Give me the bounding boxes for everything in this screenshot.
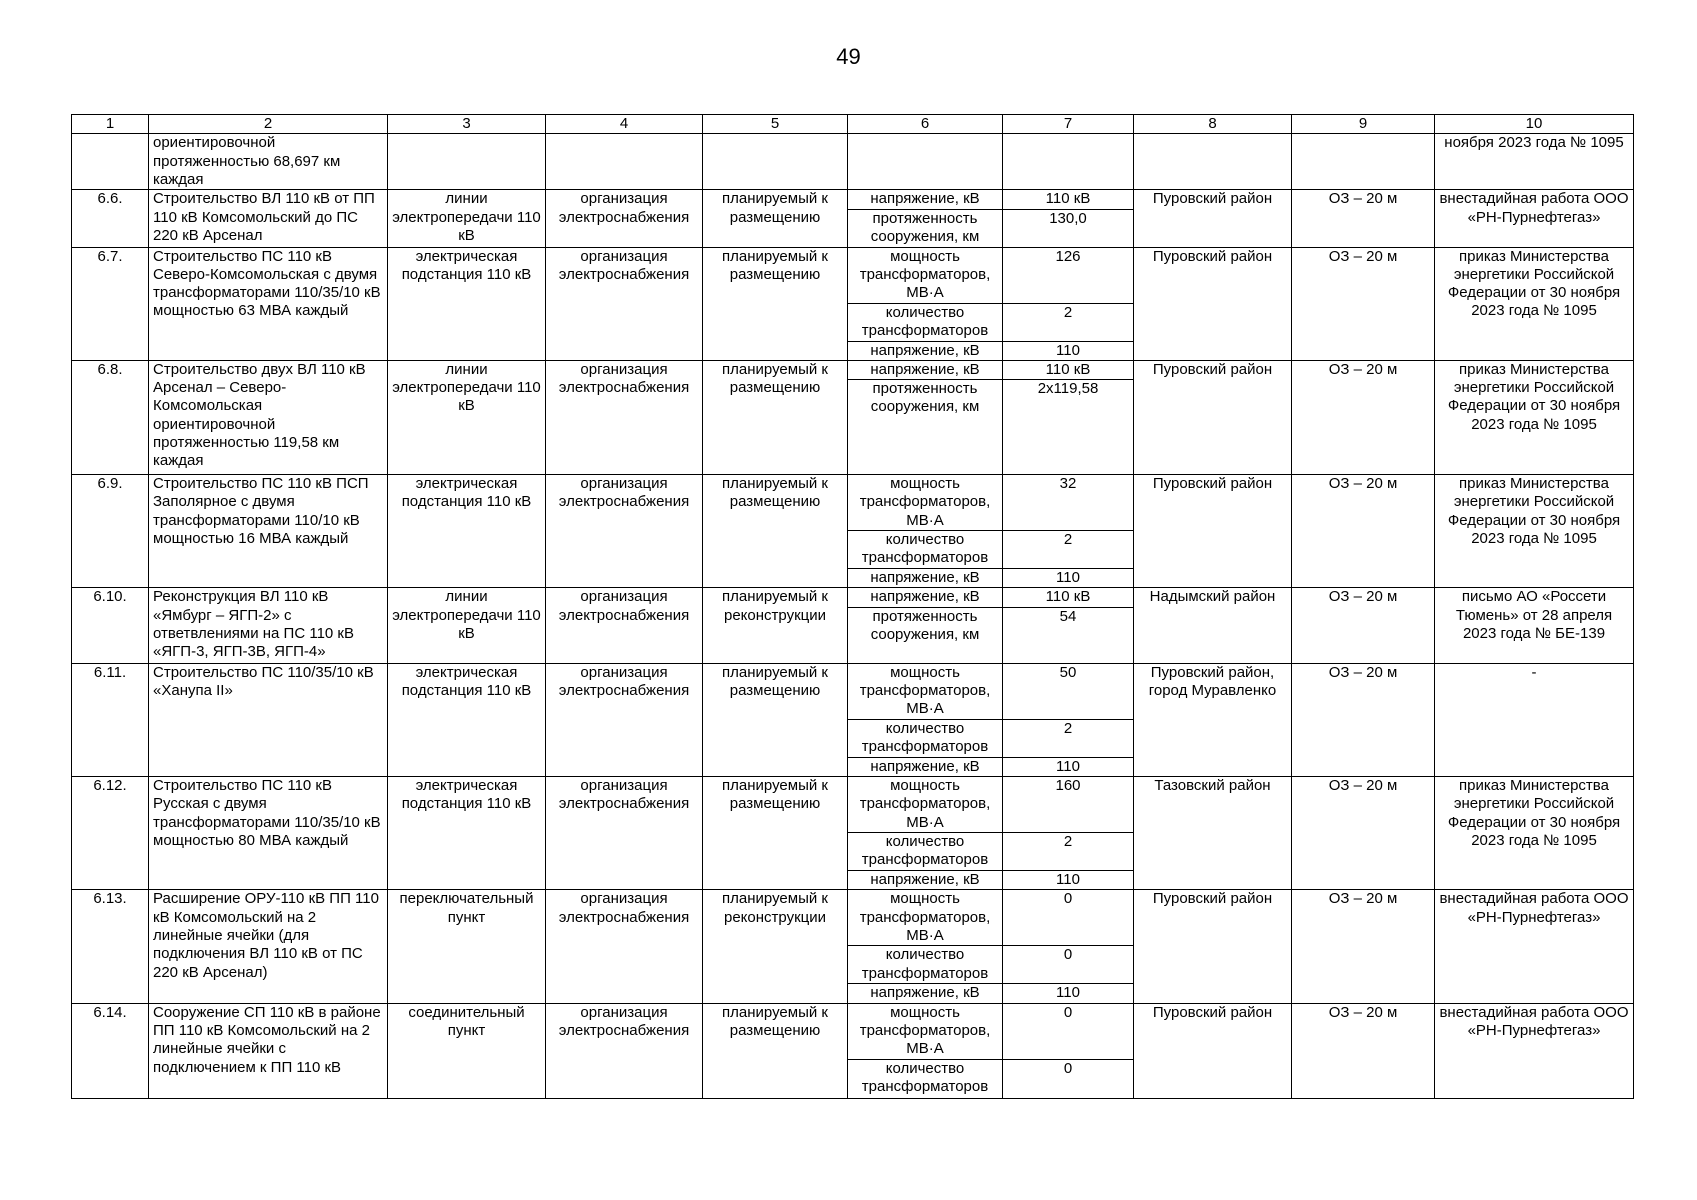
item-number: 6.12. [72,777,149,890]
object-status: планируемый к реконструкции [703,890,848,1003]
object-name: Строительство ПС 110 кВ ПСП Заполярное с двумя трансформаторами 110/10 кВ мощностью 16 МВА каждый [149,475,388,588]
param-value: 110 [1003,984,1134,1003]
param-value: 126 [1003,247,1134,303]
param-value: 110 кВ [1003,360,1134,379]
zone: ОЗ – 20 м [1292,360,1435,474]
location: Пуровский район [1134,247,1292,360]
object-status: планируемый к размещению [703,247,848,360]
param-value: 2 [1003,719,1134,757]
zone: ОЗ – 20 м [1292,1003,1435,1098]
param-label: количество трансформаторов [848,303,1003,341]
empty-cell [1292,134,1435,190]
object-purpose: организация электроснабжения [546,475,703,588]
object-purpose: организация электроснабжения [546,890,703,1003]
object-purpose: организация электроснабжения [546,588,703,663]
param-label: напряжение, кВ [848,190,1003,209]
header-cell: 6 [848,115,1003,134]
param-value: 2 [1003,303,1134,341]
table-row [72,588,1634,607]
param-label: мощность трансформаторов, МВ·А [848,777,1003,833]
object-type: соединительный пункт [388,1003,546,1098]
item-number: 6.6. [72,190,149,247]
table-row [72,1003,1634,1059]
param-label: мощность трансформаторов, МВ·А [848,475,1003,531]
page-number: 49 [836,44,861,69]
empty-cell [72,134,149,190]
object-purpose: организация электроснабжения [546,247,703,360]
basis: приказ Министерства энергетики Российской Федерации от 30 ноября 2023 года № 1095 [1435,360,1634,474]
param-label: протяженность сооружения, км [848,380,1003,475]
param-label: количество трансформаторов [848,531,1003,569]
param-label: протяженность сооружения, км [848,607,1003,663]
object-status: планируемый к размещению [703,190,848,247]
object-purpose: организация электроснабжения [546,360,703,474]
empty-cell [388,134,546,190]
object-type: линии электропередачи 110 кВ [388,190,546,247]
location: Пуровский район [1134,1003,1292,1098]
object-type: электрическая подстанция 110 кВ [388,475,546,588]
table-row [72,360,1634,379]
param-value: 0 [1003,946,1134,984]
column-number-header [72,115,1634,134]
header-cell: 10 [1435,115,1634,134]
param-value: 110 [1003,341,1134,360]
location: Пуровский район [1134,890,1292,1003]
param-value: 110 [1003,871,1134,890]
location: Тазовский район [1134,777,1292,890]
param-value: 130,0 [1003,209,1134,247]
item-number: 6.7. [72,247,149,360]
header-cell: 3 [388,115,546,134]
param-label: количество трансформаторов [848,946,1003,984]
object-type: линии электропередачи 110 кВ [388,588,546,663]
zone: ОЗ – 20 м [1292,890,1435,1003]
header-cell: 2 [149,115,388,134]
object-type: линии электропередачи 110 кВ [388,360,546,474]
param-value: 0 [1003,1059,1134,1098]
basis: внестадийная работа ООО «РН-Пурнефтегаз» [1435,890,1634,1003]
empty-cell [848,134,1003,190]
header-cell: 8 [1134,115,1292,134]
location: Пуровский район [1134,475,1292,588]
object-status: планируемый к реконструкции [703,588,848,663]
param-value: 50 [1003,663,1134,719]
object-type: переключательный пункт [388,890,546,1003]
param-value: 110 [1003,757,1134,776]
header-cell: 1 [72,115,149,134]
param-label: напряжение, кВ [848,984,1003,1003]
object-purpose: организация электроснабжения [546,777,703,890]
table-row [72,663,1634,719]
object-name: Сооружение СП 110 кВ в районе ПП 110 кВ Комсомольский на 2 линейные ячейки с подключением к ПП 110 кВ [149,1003,388,1098]
param-value: 110 кВ [1003,190,1134,209]
basis: приказ Министерства энергетики Российской Федерации от 30 ноября 2023 года № 1095 [1435,475,1634,588]
zone: ОЗ – 20 м [1292,777,1435,890]
location: Надымский район [1134,588,1292,663]
param-label: напряжение, кВ [848,588,1003,607]
location: Пуровский район [1134,360,1292,474]
param-label: напряжение, кВ [848,757,1003,776]
zone: ОЗ – 20 м [1292,663,1435,776]
object-name: Строительство ПС 110 кВ Русская с двумя трансформаторами 110/35/10 кВ мощностью 80 МВА каждый [149,777,388,890]
object-purpose: организация электроснабжения [546,663,703,776]
param-label: мощность трансформаторов, МВ·А [848,247,1003,303]
header-cell: 9 [1292,115,1435,134]
empty-cell [546,134,703,190]
objects-table [71,114,1634,1099]
param-value: 2x119,58 [1003,380,1134,475]
basis: внестадийная работа ООО «РН-Пурнефтегаз» [1435,1003,1634,1098]
table-row [72,190,1634,209]
param-value: 2 [1003,531,1134,569]
basis: письмо АО «Россети Тюмень» от 28 апреля 2023 года № БЕ-139 [1435,588,1634,663]
object-name: Строительство ПС 110/35/10 кВ «Ханупа II» [149,663,388,776]
item-number: 6.8. [72,360,149,474]
param-label: мощность трансформаторов, МВ·А [848,890,1003,946]
param-value: 160 [1003,777,1134,833]
header-cell: 7 [1003,115,1134,134]
param-label: напряжение, кВ [848,569,1003,588]
empty-cell [703,134,848,190]
basis: внестадийная работа ООО «РН-Пурнефтегаз» [1435,190,1634,247]
zone: ОЗ – 20 м [1292,475,1435,588]
table-row [72,890,1634,946]
param-value: 110 кВ [1003,588,1134,607]
object-purpose: организация электроснабжения [546,190,703,247]
location: Пуровский район, город Муравленко [1134,663,1292,776]
zone: ОЗ – 20 м [1292,247,1435,360]
empty-cell [1134,134,1292,190]
param-value: 2 [1003,833,1134,871]
header-cell: 4 [546,115,703,134]
param-value: 0 [1003,890,1134,946]
object-status: планируемый к размещению [703,1003,848,1098]
object-name: Строительство ПС 110 кВ Северо-Комсомольская с двумя трансформаторами 110/35/10 кВ мощностью 63 МВА каждый [149,247,388,360]
item-number: 6.13. [72,890,149,1003]
object-purpose: организация электроснабжения [546,1003,703,1098]
zone: ОЗ – 20 м [1292,190,1435,247]
basis: приказ Министерства энергетики Российской Федерации от 30 ноября 2023 года № 1095 [1435,247,1634,360]
item-number: 6.11. [72,663,149,776]
object-name: Строительство ВЛ 110 кВ от ПП 110 кВ Комсомольский до ПС 220 кВ Арсенал [149,190,388,247]
location: Пуровский район [1134,190,1292,247]
item-number: 6.14. [72,1003,149,1098]
param-label: протяженность сооружения, км [848,209,1003,247]
object-status: планируемый к размещению [703,475,848,588]
param-value: 0 [1003,1003,1134,1059]
object-status: планируемый к размещению [703,360,848,474]
object-type: электрическая подстанция 110 кВ [388,777,546,890]
param-value: 110 [1003,569,1134,588]
param-label: напряжение, кВ [848,871,1003,890]
table-row [72,247,1634,303]
header-cell: 5 [703,115,848,134]
param-value: 32 [1003,475,1134,531]
object-name: ориентировочной протяженностью 68,697 км каждая [149,134,388,190]
param-label: напряжение, кВ [848,341,1003,360]
item-number: 6.9. [72,475,149,588]
param-label: мощность трансформаторов, МВ·А [848,663,1003,719]
param-label: количество трансформаторов [848,1059,1003,1098]
basis: приказ Министерства энергетики Российской Федерации от 30 ноября 2023 года № 1095 [1435,777,1634,890]
object-name: Реконструкция ВЛ 110 кВ «Ямбург – ЯГП-2» с ответвлениями на ПС 110 кВ «ЯГП-3, ЯГП-3В, ЯГП-4» [149,588,388,663]
object-type: электрическая подстанция 110 кВ [388,247,546,360]
object-name: Строительство двух ВЛ 110 кВ Арсенал – Северо-Комсомольская ориентировочной протяженностью 119,58 км каждая [149,360,388,474]
basis: ноября 2023 года № 1095 [1435,134,1634,190]
item-number: 6.10. [72,588,149,663]
param-label: количество трансформаторов [848,719,1003,757]
param-label: мощность трансформаторов, МВ·А [848,1003,1003,1059]
object-status: планируемый к размещению [703,777,848,890]
param-label: напряжение, кВ [848,360,1003,379]
param-value: 54 [1003,607,1134,663]
object-status: планируемый к размещению [703,663,848,776]
object-type: электрическая подстанция 110 кВ [388,663,546,776]
continuation-row [72,134,1634,190]
table-row [72,475,1634,531]
table-row [72,777,1634,833]
object-name: Расширение ОРУ-110 кВ ПП 110 кВ Комсомольский на 2 линейные ячейки (для подключения ВЛ 110 кВ от ПС 220 кВ Арсенал) [149,890,388,1003]
basis: - [1435,663,1634,776]
zone: ОЗ – 20 м [1292,588,1435,663]
param-label: количество трансформаторов [848,833,1003,871]
empty-cell [1003,134,1134,190]
